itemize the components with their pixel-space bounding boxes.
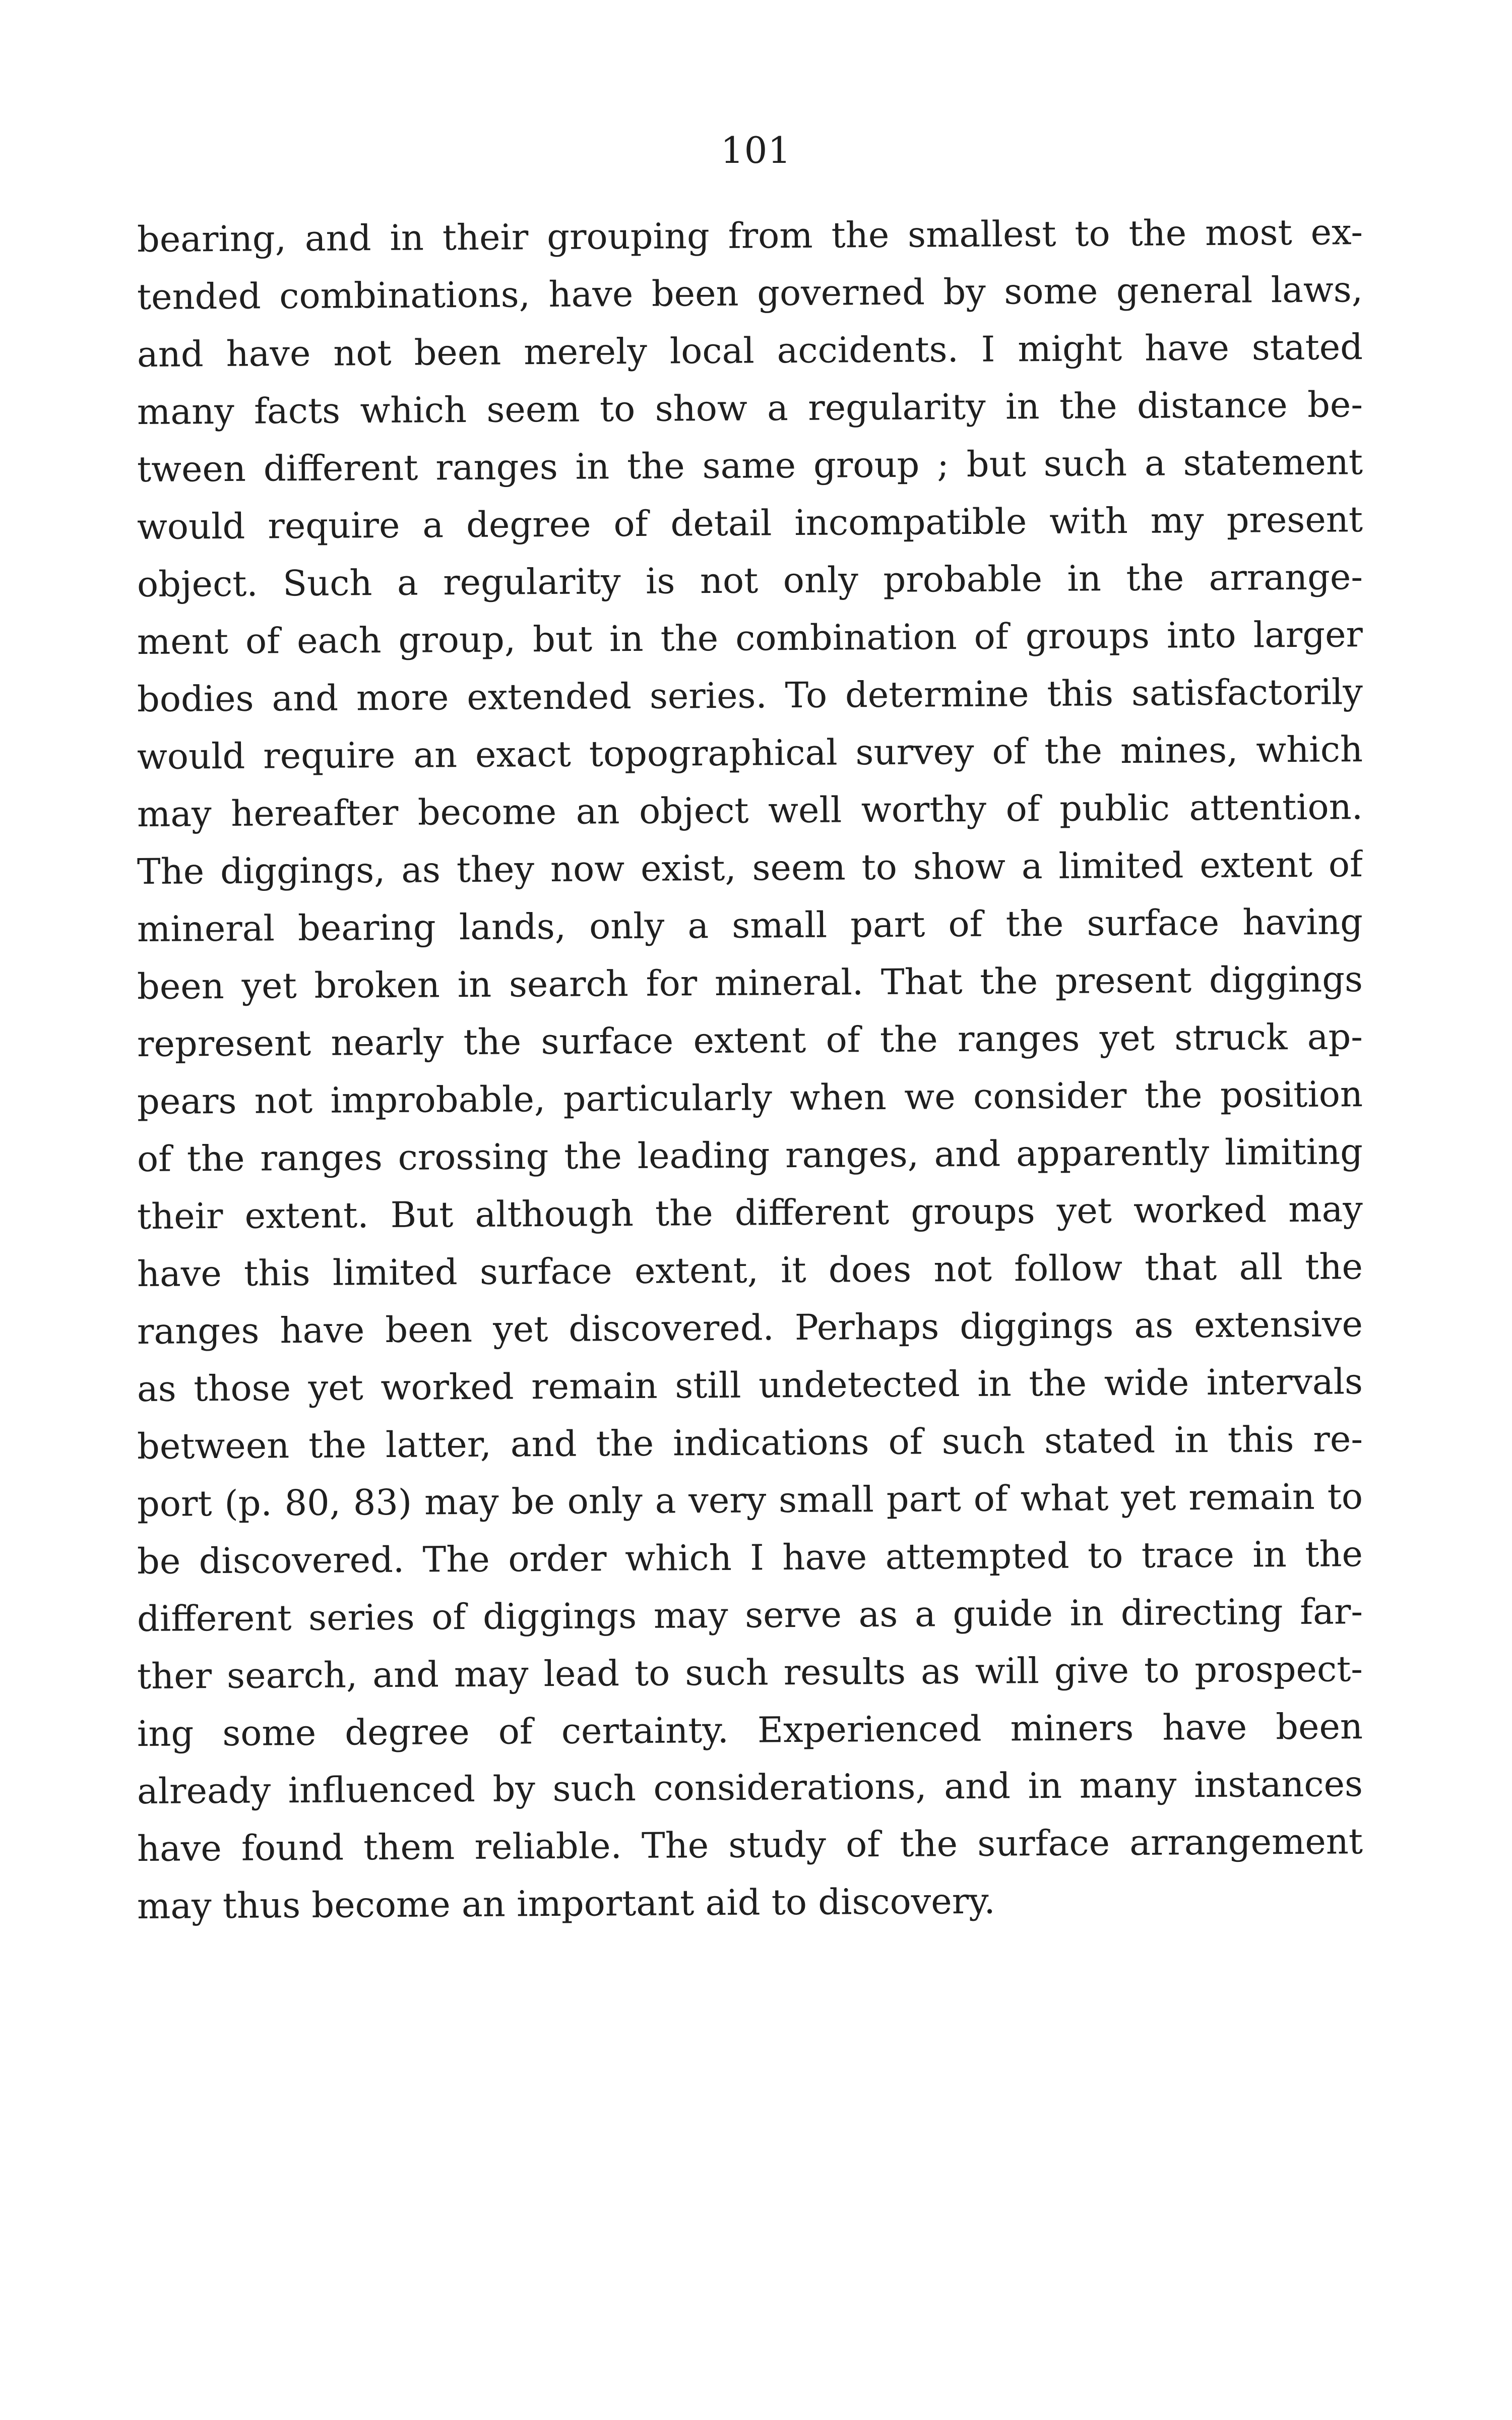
text-line: bodies and more extended series. To determine this satisfactorily [137, 671, 1363, 720]
text-line: may hereafter become an object well worthy of public attention. [137, 786, 1363, 835]
text-line: may thus become an important aid to discovery. [137, 1880, 995, 1927]
body-paragraph [137, 211, 1363, 1935]
text-line: ment of each group, but in the combination of groups into larger [137, 614, 1363, 662]
text-line: as those yet worked remain still undetected in the wide intervals [137, 1361, 1363, 1410]
text-line: mineral bearing lands, only a small part of the surface having [137, 901, 1363, 950]
text-line: ing some degree of certainty. Experienced miners have been [137, 1706, 1363, 1754]
text-line: The diggings, as they now exist, seem to show a limited extent of [137, 843, 1363, 892]
text-line: many facts which seem to show a regularity in the distance be- [137, 384, 1363, 433]
text-line: tended combinations, have been governed by some general laws, [137, 269, 1363, 318]
text-line: object. Such a regularity is not only probable in the arrange- [137, 556, 1363, 605]
text-line: port (p. 80, 83) may be only a very small part of what yet remain to [137, 1476, 1363, 1525]
text-line: between the latter, and the indications of such stated in this re- [137, 1418, 1363, 1467]
text-line: would require an exact topographical survey of the mines, which [137, 729, 1363, 777]
text-line: ranges have been yet discovered. Perhaps diggings as extensive [137, 1303, 1363, 1352]
text-line: different series of diggings may serve as a guide in directing far- [137, 1591, 1363, 1640]
text-line: would require a degree of detail incompatible with my present [137, 499, 1363, 548]
text-line: been yet broken in search for mineral. That the present diggings [137, 958, 1363, 1007]
text-line: be discovered. The order which I have attempted to trace in the [137, 1533, 1363, 1582]
text-line: bearing, and in their grouping from the smallest to the most ex- [137, 211, 1363, 260]
text-line: have found them reliable. The study of the surface arrangement [137, 1821, 1363, 1869]
text-line: their extent. But although the different groups yet worked may [137, 1188, 1363, 1237]
text-line: of the ranges crossing the leading ranges, and apparently limiting [137, 1131, 1363, 1180]
text-line: pears not improbable, particularly when we consider the position [137, 1073, 1363, 1122]
text-line: represent nearly the surface extent of the ranges yet struck ap- [137, 1016, 1363, 1065]
text-line: and have not been merely local accidents. I might have stated [137, 326, 1363, 375]
text-line: already influenced by such considerations, and in many instances [137, 1763, 1363, 1812]
text-line: tween different ranges in the same group ; but such a statement [137, 441, 1363, 490]
text-line: ther search, and may lead to such results as will give to prospect- [137, 1648, 1363, 1697]
text-line: have this limited surface extent, it does not follow that all the [137, 1246, 1363, 1295]
page-number: 101 [720, 129, 792, 171]
